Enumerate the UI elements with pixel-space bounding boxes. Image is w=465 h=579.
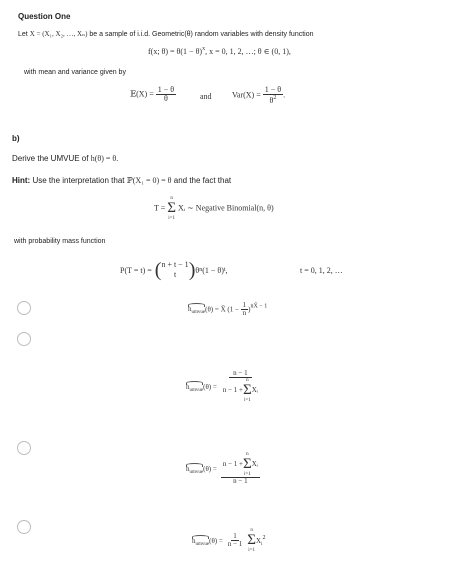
variance-numerator: 1 − θ [264,85,282,94]
option-4-radio[interactable] [17,520,31,534]
option-4-formula [192,528,265,553]
pmf-text: with probability mass function [14,238,106,245]
estimator-arg: (θ) = [203,382,217,391]
intro-prefix: Let [18,31,28,38]
option-2-fraction: n − 1 n − 1 + n Σ i=1 Xᵢ [222,369,258,404]
estimator-arg: (θ) = [209,536,223,545]
option-1-tail: ) [248,305,251,314]
variance-den-exponent: 2 [273,95,277,102]
mean-denominator: θ [163,94,168,104]
estimator-arg: (θ) = [205,305,219,314]
option-1-body: X̄ (1 − [220,305,239,314]
pmf-mid: (1 − θ) [202,265,224,275]
hint-line [12,176,231,185]
mean-numerator: 1 − θ [157,85,175,94]
binom-top: n + t − 1 [161,260,189,270]
estimator-hat: $h_{umvue}$ [186,464,204,475]
option-4-term: $X_i2$ [256,534,266,547]
option-2-formula [186,370,260,403]
summation-icon: n Σ i=1 [247,528,257,553]
option-1-formula [188,302,267,318]
option-2-radio[interactable] [17,332,31,346]
variance-formula [232,86,285,106]
option-1-radio[interactable] [17,301,31,315]
summation-icon: n Σ i=1 [167,196,176,221]
mean-formula [130,86,176,104]
hint-suffix: and the fact that [173,176,232,185]
T-lhs: T = [154,203,166,213]
pmf-theta: θ [195,265,200,275]
hint-math: ℙ(X₁ = 0) = θ [126,176,172,185]
variance-end: . [283,90,286,100]
binomial-coefficient [161,260,188,279]
pmf-mid-exponent: t [223,267,226,273]
variance-fraction [263,85,286,106]
density-exponent: x [202,46,206,52]
option-3-formula [186,452,260,485]
density-rhs: , x = 0, 1, 2, …; θ ∈ (0, 1), [205,47,291,56]
estimator-hat: $h_{umvue}$ [192,536,210,547]
option-1-exponent: nX̄ − 1 [250,303,268,310]
pmf-formula: P(T = t) = ( n + t − 1 t ) θ n (1 − θ) t , [120,259,228,281]
pmf-support: t = 0, 1, 2, … [300,266,343,275]
question-title: Question One [18,12,71,21]
mean-lhs: 𝔼(X) = [130,89,154,99]
derive-target: h(θ) = θ. [90,154,119,163]
option-3-radio[interactable] [17,441,31,455]
option-4-fraction: $\frac{1}{n - 1}$ [227,531,243,548]
variance-lhs: Var(X) = [232,90,261,100]
summation-icon: n Σ i=1 [242,452,252,477]
part-label: b) [12,134,20,143]
hint-label: Hint: [12,176,31,185]
density-function [148,46,291,56]
derive-prefix: Derive the UMVUE of [12,154,89,163]
and-word: and [200,92,212,101]
mean-fraction [156,86,176,104]
summation-icon: n Σ i=1 [242,378,252,404]
pmf-lhs: P(T = t) = [120,265,152,275]
sample-definition: X = (X₁, X₂, …, Xₙ) [29,30,88,38]
density-lhs: f(x; θ) = θ(1 − θ) [148,47,203,56]
T-rhs: Xᵢ ∼ Negative Binomial(n, θ) [178,203,274,213]
option-3-fraction: n − 1 + n Σ i=1 Xᵢ n − 1 [222,452,258,485]
estimator-hat: $h_{umvue}$ [186,382,204,393]
variance-denominator: $\theta^2$ [269,95,277,106]
pmf-theta-exponent: n [199,267,203,273]
estimator-arg: (θ) = [203,464,217,473]
intro-line [18,30,314,38]
estimator-hat: $h_{umvue}$ [188,305,206,316]
intro-suffix: be a sample of i.i.d. Geometric(θ) random variables with density function [89,31,314,38]
statistic-T [154,196,274,221]
option-1-fraction: $\frac{1}{n}$ [242,301,247,318]
hint-text: Use the interpretation that [32,176,125,185]
binom-bottom: t [173,270,177,279]
pmf-comma: , [225,265,228,275]
derive-line [12,154,118,163]
mean-variance-text: with mean and variance given by [24,69,126,76]
